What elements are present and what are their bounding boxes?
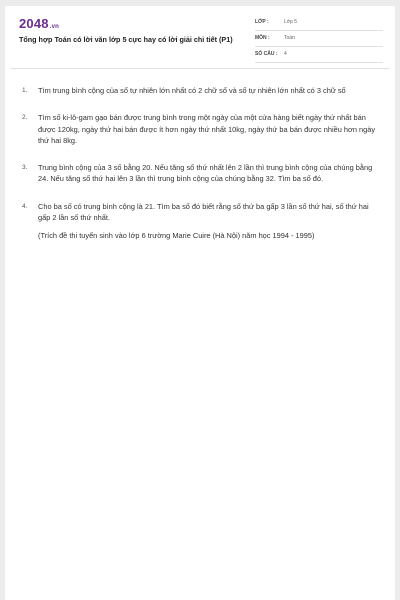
question-item [5, 201, 395, 242]
document-page [5, 6, 395, 600]
question-text: Cho ba số có trung bình cộng là 21. Tìm ba số đó biết rằng số thứ ba gấp 3 lần số thứ hai, số thứ hai gấp 2 lần số thứ nhất. [38, 201, 369, 223]
document-header [5, 6, 395, 62]
meta-label: SỐ CÂU : [255, 51, 278, 57]
question-source-note: (Trích đề thi tuyển sinh vào lớp 6 trường Marie Cuire (Hà Nội) năm học 1994 - 1995) [38, 231, 315, 241]
question-list [5, 85, 395, 242]
meta-label: MÔN : [255, 35, 270, 41]
meta-row-subject [255, 32, 383, 47]
question-text: Trung bình cộng của 3 số bằng 20. Nếu tăng số thứ nhất lên 2 lần thì trung bình cộng của chúng bằng 24. Nếu tăng số thứ hai lên 3 lần thì trung bình cộng của chúng bằng 32. Tìm ba số đó. [38, 163, 373, 184]
question-number: 1. [22, 87, 28, 94]
question-number: 3. [22, 164, 28, 172]
question-text: Tìm số ki-lô-gam gạo bán được trung bình trong một ngày của một cửa hàng biết ngày thứ nhất bán được 120kg, ngày thứ hai bán được ít hơn ngày thứ nhất 10kg, ngày thứ ba bán được nhiều hơn ngày thứ hai 8kg. [38, 113, 376, 145]
header-divider [11, 68, 389, 69]
question-item [5, 112, 395, 146]
meta-value: Lớp 5 [284, 19, 298, 25]
site-logo[interactable] [19, 16, 59, 31]
meta-value: Toán [284, 35, 295, 41]
document-title: Tổng hợp Toán có lời văn lớp 5 cực hay có lời giải chi tiết (P1) [19, 35, 233, 44]
question-number: 2. [22, 114, 28, 122]
logo-text: 2048 [19, 16, 49, 31]
meta-row-grade [255, 16, 383, 31]
meta-row-question-count [255, 48, 383, 63]
logo-tld: .vn [49, 24, 60, 30]
question-item [5, 162, 395, 185]
question-number: 4. [22, 202, 28, 210]
question-item [5, 85, 395, 96]
question-text: Tìm trung bình cộng của số tự nhiên lớn nhất có 2 chữ số và số tự nhiên lớn nhất có 3 chữ số [38, 86, 346, 95]
meta-value: 4 [284, 51, 287, 57]
meta-label: LỚP : [255, 19, 269, 25]
document-meta [255, 16, 383, 63]
